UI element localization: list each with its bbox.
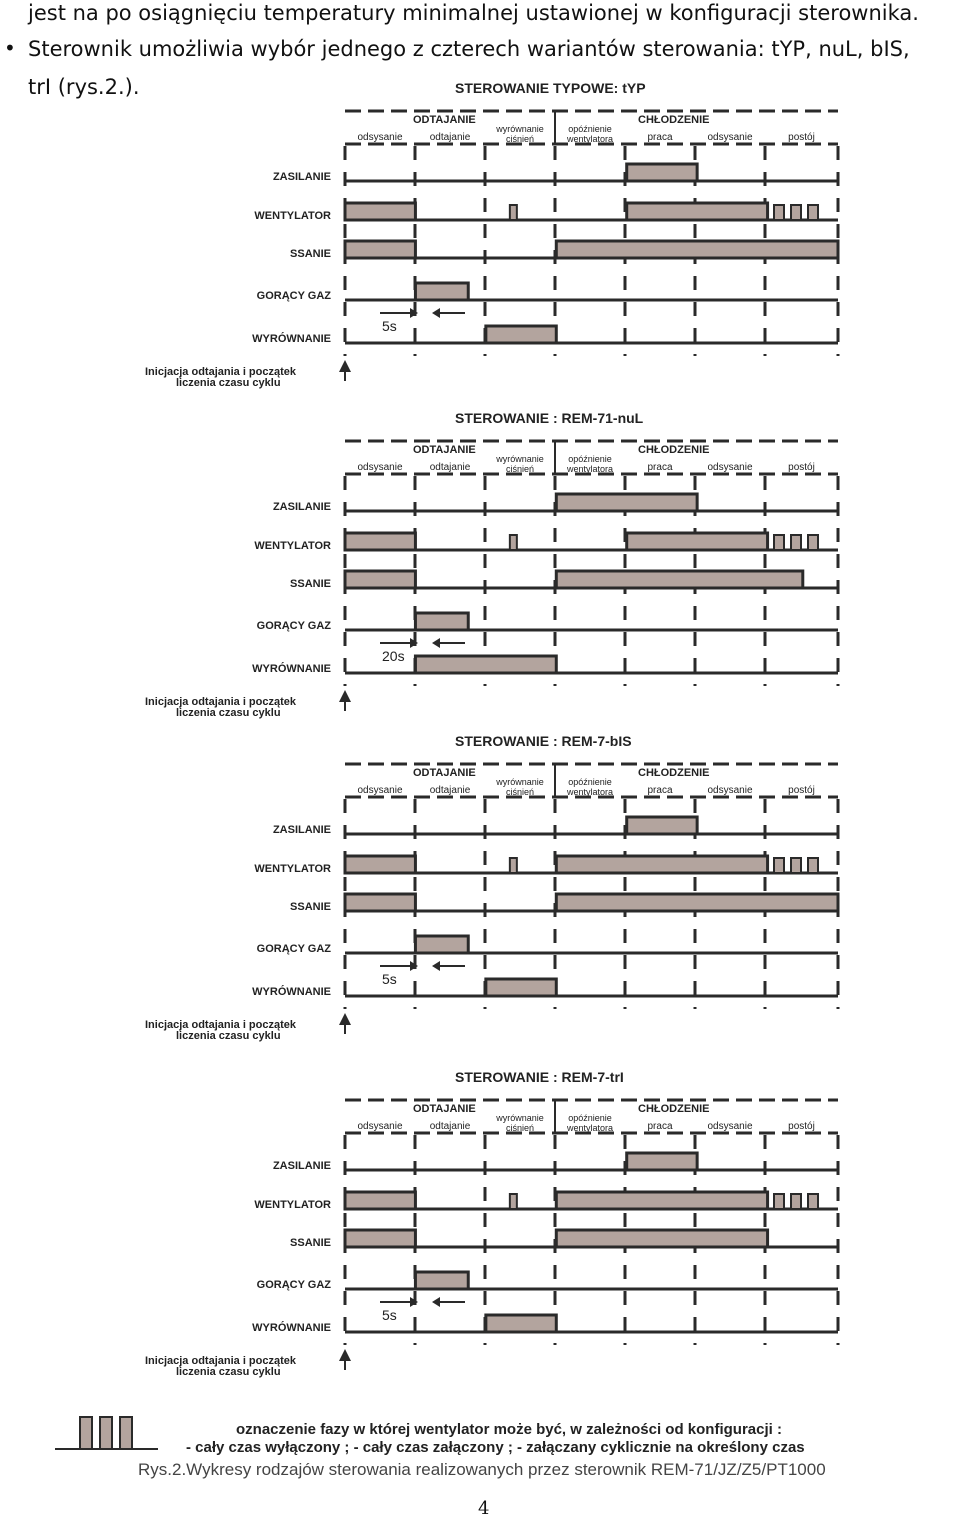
phase-label: wentylatora (566, 787, 614, 797)
signal-pulse (556, 494, 697, 511)
phase-label: wyrównanie (496, 454, 544, 464)
phase-label: odsysanie (357, 1121, 403, 1132)
signal-label: SSANIE (290, 578, 331, 590)
delay-arrow-left-icon (432, 638, 440, 648)
timing-diagram-bis (0, 729, 960, 1059)
signal-label: ZASILANIE (272, 501, 331, 513)
delay-label: 5s (382, 971, 397, 987)
initiation-label-line-2: liczenia czasu cyklu (176, 707, 281, 719)
signal-pulse (415, 283, 468, 300)
cyclic-fan-pulse (774, 1194, 784, 1209)
signal-label: SSANIE (290, 248, 331, 260)
figure-caption: Rys.2.Wykresy rodzajów sterowania realizowanych przez sterownik REM-71/JZ/Z5/PT1000 (138, 1460, 826, 1479)
initiation-label-line-1: Inicjacja odtajania i początek (145, 1019, 296, 1031)
timing-diagram-tri (0, 1065, 960, 1395)
cyclic-fan-pulse (808, 1194, 818, 1209)
fan-spike (510, 205, 517, 220)
signal-pulse (345, 894, 415, 911)
delay-arrow-left-icon (432, 308, 440, 318)
signal-pulse (627, 533, 768, 550)
signal-label: GORĄCY GAZ (256, 290, 331, 302)
phase-label: ciśnień (505, 787, 535, 797)
group-label-chlodzenie: CHŁODZENIE (638, 114, 710, 126)
initiation-label-line-2: liczenia czasu cyklu (176, 1030, 281, 1042)
initiation-arrow-icon (339, 1349, 351, 1361)
phase-label: odsysanie (707, 1121, 753, 1132)
initiation-arrow-icon (339, 1013, 351, 1025)
intro-line-1: jest na po osiągnięciu temperatury minimalnej ustawionej w konfiguracji sterownika. (28, 1, 919, 25)
phase-label: odtajanie (429, 785, 471, 796)
phase-label: odsysanie (707, 462, 753, 473)
signal-pulse (345, 1230, 415, 1247)
legend (0, 1405, 960, 1495)
signal-label: WYRÓWNANIE (252, 986, 331, 998)
group-label-odtajanie: ODTAJANIE (413, 114, 476, 126)
page-number: 4 (478, 1498, 490, 1519)
signal-pulse (415, 1272, 468, 1289)
signal-pulse (345, 203, 415, 220)
signal-label: WYRÓWNANIE (252, 1322, 331, 1334)
cyclic-fan-pulse (808, 535, 818, 550)
initiation-label-line-2: liczenia czasu cyklu (176, 377, 281, 389)
initiation-label-line-1: Inicjacja odtajania i początek (145, 696, 296, 708)
cyclic-fan-pulse (791, 535, 801, 550)
signal-label: WENTYLATOR (254, 1199, 331, 1211)
fan-spike (510, 535, 517, 550)
phase-label: odtajanie (429, 1121, 471, 1132)
signal-label: ZASILANIE (272, 171, 331, 183)
phase-label: wyrównanie (496, 124, 544, 134)
phase-label: praca (647, 785, 673, 796)
signal-label: WENTYLATOR (254, 210, 331, 222)
delay-arrow-left-icon (432, 1297, 440, 1307)
signal-pulse (556, 571, 803, 588)
signal-label: GORĄCY GAZ (256, 620, 331, 632)
signal-pulse (345, 241, 415, 258)
phase-label: postój (788, 462, 815, 473)
signal-pulse (627, 164, 697, 181)
signal-pulse (486, 1315, 556, 1332)
cyclic-fan-pulse (791, 1194, 801, 1209)
phase-label: wyrównanie (496, 777, 544, 787)
signal-label: WENTYLATOR (254, 863, 331, 875)
signal-pulse (486, 979, 556, 996)
signal-pulse (556, 1192, 767, 1209)
group-label-odtajanie: ODTAJANIE (413, 767, 476, 779)
initiation-label-line-2: liczenia czasu cyklu (176, 1366, 281, 1378)
signal-label: ZASILANIE (272, 824, 331, 836)
phase-label: ciśnień (505, 134, 535, 144)
phase-label: odsysanie (357, 462, 403, 473)
timing-diagram-typ (0, 76, 960, 406)
phase-label: postój (788, 132, 815, 143)
cyclic-fan-pulse (791, 205, 801, 220)
signal-pulse (345, 856, 415, 873)
phase-label: odtajanie (429, 462, 471, 473)
delay-label: 5s (382, 1307, 397, 1323)
delay-label: 20s (382, 648, 405, 664)
signal-pulse (556, 1230, 767, 1247)
phase-label: odsysanie (707, 785, 753, 796)
diagram-title: STEROWANIE : REM-7-trI (455, 1069, 624, 1085)
signal-pulse (627, 203, 768, 220)
initiation-arrow-icon (339, 360, 351, 372)
phase-label: postój (788, 1121, 815, 1132)
phase-label: wentylatora (566, 134, 614, 144)
signal-label: WYRÓWNANIE (252, 663, 331, 675)
phase-label: odtajanie (429, 132, 471, 143)
phase-label: ciśnień (505, 1123, 535, 1133)
cyclic-fan-pulse (774, 205, 784, 220)
signal-label: ZASILANIE (272, 1160, 331, 1172)
phase-label: ciśnień (505, 464, 535, 474)
phase-label: praca (647, 132, 673, 143)
intro-line-2: Sterownik umożliwia wybór jednego z czterech wariantów sterowania: tYP, nuL, bIS, (28, 37, 910, 61)
signal-pulse (345, 1192, 415, 1209)
signal-pulse (415, 936, 468, 953)
phase-label: opóźnienie (568, 124, 612, 134)
signal-pulse (627, 1153, 697, 1170)
phase-label: wentylatora (566, 1123, 614, 1133)
group-label-chlodzenie: CHŁODZENIE (638, 767, 710, 779)
diagram-title: STEROWANIE TYPOWE: tYP (455, 80, 646, 96)
phase-label: odsysanie (707, 132, 753, 143)
phase-label: postój (788, 785, 815, 796)
signal-label: SSANIE (290, 901, 331, 913)
diagram-title: STEROWANIE : REM-71-nuL (455, 410, 644, 426)
group-label-odtajanie: ODTAJANIE (413, 444, 476, 456)
cyclic-fan-pulse (774, 535, 784, 550)
signal-pulse (556, 894, 838, 911)
cyclic-fan-pulse (774, 858, 784, 873)
signal-pulse (345, 533, 415, 550)
group-label-chlodzenie: CHŁODZENIE (638, 1103, 710, 1115)
group-label-chlodzenie: CHŁODZENIE (638, 444, 710, 456)
intro-line-3: trI (rys.2.). (28, 75, 140, 99)
fan-spike (510, 1194, 517, 1209)
initiation-label-line-1: Inicjacja odtajania i początek (145, 366, 296, 378)
cyclic-fan-pulse (791, 858, 801, 873)
phase-label: praca (647, 462, 673, 473)
phase-label: odsysanie (357, 132, 403, 143)
phase-label: odsysanie (357, 785, 403, 796)
signal-label: SSANIE (290, 1237, 331, 1249)
signal-pulse (627, 817, 697, 834)
signal-pulse (556, 856, 767, 873)
diagram-title: STEROWANIE : REM-7-bIS (455, 733, 632, 749)
initiation-label-line-1: Inicjacja odtajania i początek (145, 1355, 296, 1367)
signal-label: WENTYLATOR (254, 540, 331, 552)
timing-diagram-nul (0, 406, 960, 736)
phase-label: wyrównanie (496, 1113, 544, 1123)
signal-pulse (415, 613, 468, 630)
legend-line-1: oznaczenie fazy w której wentylator może być, w zależności od konfiguracji : (236, 1421, 782, 1438)
legend-line-2: - cały czas wyłączony ; - cały czas załączony ; - załączany cyklicznie na określony czas (186, 1439, 805, 1456)
bullet-marker: • (4, 36, 16, 60)
delay-label: 5s (382, 318, 397, 334)
group-label-odtajanie: ODTAJANIE (413, 1103, 476, 1115)
signal-pulse (486, 326, 556, 343)
phase-label: wentylatora (566, 464, 614, 474)
signal-label: GORĄCY GAZ (256, 943, 331, 955)
cyclic-fan-pulse (808, 858, 818, 873)
signal-pulse (556, 241, 838, 258)
phase-label: opóźnienie (568, 454, 612, 464)
signal-pulse (345, 571, 415, 588)
phase-label: praca (647, 1121, 673, 1132)
initiation-arrow-icon (339, 690, 351, 702)
signal-label: WYRÓWNANIE (252, 333, 331, 345)
signal-pulse (415, 656, 556, 673)
fan-spike (510, 858, 517, 873)
cyclic-fan-pulse (808, 205, 818, 220)
phase-label: opóźnienie (568, 1113, 612, 1123)
delay-arrow-left-icon (432, 961, 440, 971)
phase-label: opóźnienie (568, 777, 612, 787)
signal-label: GORĄCY GAZ (256, 1279, 331, 1291)
